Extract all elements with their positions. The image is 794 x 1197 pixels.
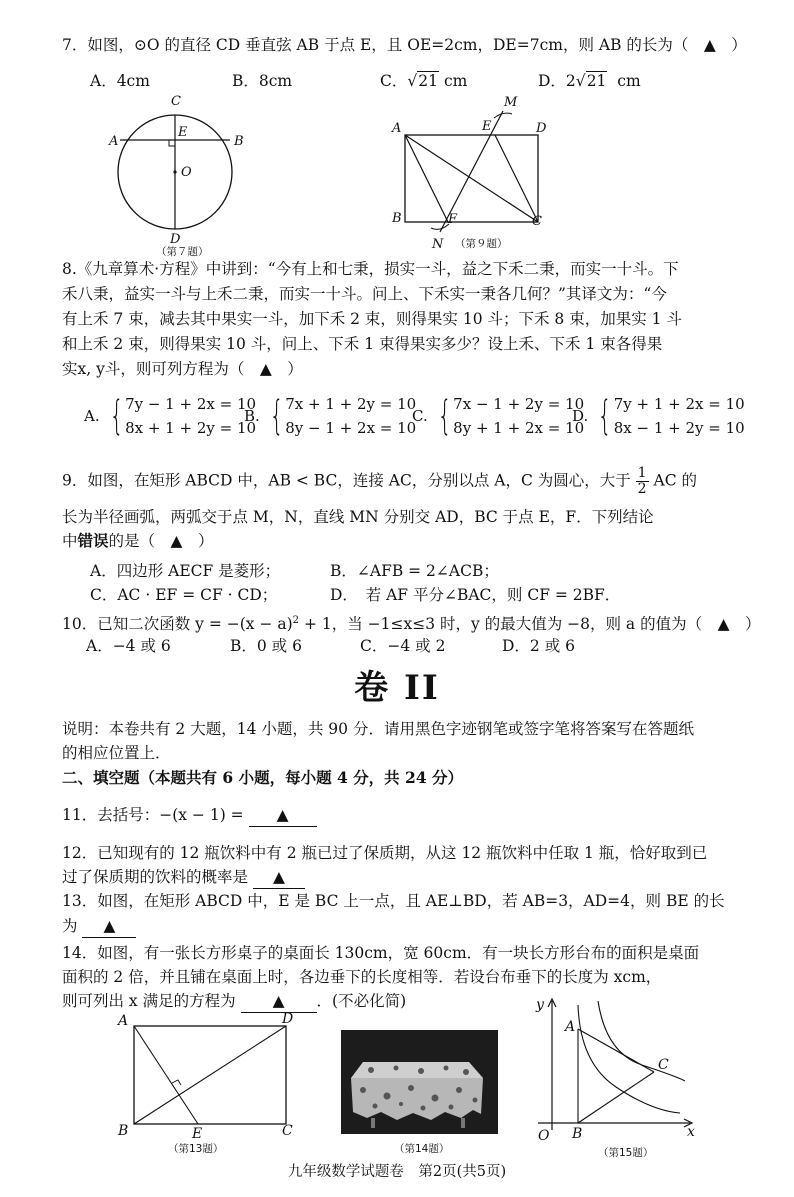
- label-y: y: [536, 997, 544, 1013]
- diagonal-ac: [405, 135, 538, 222]
- label-c: C: [658, 1057, 669, 1073]
- q8-line3: 有上禾 7 束，减去其中果实一斗，加下禾 2 束，则得果实 10 斗；下禾 8 束，加果实 1 斗: [62, 310, 682, 328]
- tablecloth-drape: [351, 1078, 483, 1120]
- segment-ae: [134, 1026, 198, 1124]
- q9-line2: 长为半径画弧，两弧交于点 M，N，直线 MN 分别交 AD，BC 于点 E，F．下列结论: [62, 508, 654, 526]
- q14-line3: 则可列出 x 满足的方程为 ▲ ．(不必化简): [62, 990, 406, 1013]
- section-title: 卷 II: [354, 668, 440, 708]
- q13-line2: 为 ▲: [62, 915, 136, 938]
- curve-outer: [598, 1001, 685, 1081]
- label-x: x: [687, 1124, 695, 1140]
- table-leg: [371, 1118, 375, 1128]
- q7-option-c: C．√21 cm: [380, 72, 468, 90]
- label-b: B: [118, 1123, 129, 1138]
- fig15-caption: （第15题）: [598, 1147, 654, 1159]
- q12-answer-blank: ▲: [253, 866, 305, 889]
- label-b: B: [392, 211, 402, 226]
- label-d: D: [282, 1011, 294, 1027]
- diagonal-bd: [134, 1026, 286, 1124]
- segment-bc: [578, 1072, 654, 1123]
- label-a: A: [109, 134, 119, 149]
- label-c: C: [171, 94, 181, 109]
- q12-line2: 过了保质期的饮料的概率是 ▲: [62, 866, 305, 889]
- segment-ec: [495, 135, 538, 222]
- q10-option-a: A．−4 或 6: [86, 637, 171, 655]
- fig13-caption: （第13题）: [168, 1143, 224, 1155]
- label-m: M: [504, 95, 518, 110]
- q8-line4: 和上禾 2 束，则得果实 10 斗，问上、下禾 1 束得果实多少？设上禾、下禾 1 束各得果: [62, 335, 663, 353]
- q14-line2: 面积的 2 倍，并且铺在桌面上时，各边垂下的长度相等．若设台布垂下的长度为 xcm，: [62, 968, 662, 986]
- q8-line2: 禾八秉，益实一斗与上禾二秉，而实一十斗。问上、下禾实一秉各几何？”其译文为：“今: [62, 285, 667, 303]
- fraction-one-half: $\frac{1}{2}$: [637, 465, 647, 497]
- q7-option-d: D．2√21 cm: [538, 72, 641, 90]
- label-n: N: [432, 237, 444, 252]
- q13-rectangle-figure: [112, 1008, 312, 1138]
- q7-figure-caption: （第７题）: [156, 246, 209, 258]
- q14-line1: 14．如图，有一张长方形桌子的桌面长 130cm，宽 60cm．有一块长方形台布的面积是桌面: [62, 944, 700, 962]
- q8-option-d: D. { 7y + 1 + 2x = 10 8x − 1 + 2y = 10: [572, 393, 745, 439]
- label-e: E: [192, 1126, 203, 1138]
- q8-option-a: A. { 7y − 1 + 2x = 10 8x + 1 + 2y = 10: [84, 393, 257, 439]
- label-b: B: [234, 134, 244, 149]
- right-angle-mark: [172, 1080, 181, 1085]
- q7-stem: 7．如图，⊙O 的直径 CD 垂直弦 AB 于点 E，且 OE=2cm，DE=7cm，则 AB 的长为（ ▲ ）: [62, 36, 747, 54]
- label-e: E: [482, 119, 492, 134]
- q9-option-c: C．AC · EF = CF · CD；: [90, 586, 278, 604]
- table-leg: [461, 1118, 465, 1128]
- q10-stem: 10．已知二次函数 $y = -(x - a)^2 + 1$，当 −1≤x≤3 时，y 的最大值为 −8，则 a 的值为（ ▲ ）: [62, 615, 761, 634]
- q10-option-b: B．0 或 6: [230, 637, 302, 655]
- label-c: C: [282, 1123, 293, 1138]
- q10-option-c: C．−4 或 2: [360, 637, 446, 655]
- label-a: A: [118, 1013, 129, 1029]
- q14-answer-blank: ▲: [241, 990, 317, 1013]
- q9-figure-caption: （第９题）: [455, 238, 508, 250]
- q9-option-d: D． 若 AF 平分∠BAC，则 CF = 2BF．: [330, 586, 621, 604]
- q7-circle-figure: [108, 92, 258, 252]
- fig14-caption: （第14题）: [394, 1143, 450, 1155]
- emphasis-wrong: 错误: [77, 531, 109, 550]
- q13-line1: 13．如图，在矩形 ABCD 中，E 是 BC 上一点，且 AE⊥BD，若 AB=3，AD=4，则 BE 的长: [62, 892, 725, 910]
- center-o-dot: [173, 170, 176, 173]
- q8-line1: 8.《九章算术·方程》中讲到：“今有上和七秉，损实一斗，益之下禾二秉，而实一十斗。下: [62, 260, 679, 278]
- q7-option-a: A．4cm: [90, 72, 150, 90]
- q13-answer-blank: ▲: [82, 915, 136, 938]
- segment-af: [405, 135, 448, 222]
- label-a: A: [392, 121, 402, 136]
- right-angle-mark: [169, 140, 175, 146]
- q8-option-b: B. { 7x + 1 + 2y = 10 8y − 1 + 2x = 10: [244, 393, 417, 439]
- label-f: F: [448, 212, 458, 227]
- label-d: D: [170, 232, 181, 247]
- q9-option-a: A．四边形 AECF 是菱形；: [90, 562, 281, 580]
- label-o: O: [538, 1128, 550, 1144]
- q7-option-b: B．8cm: [232, 72, 293, 90]
- intro-line1: 说明：本卷共有 2 大题，14 小题，共 90 分．请用黑色字迹钢笔或签字笔将答案写在答题纸: [62, 720, 694, 738]
- page-footer: 九年级数学试题卷 第2页(共5页): [287, 1164, 507, 1180]
- label-b: B: [572, 1126, 583, 1142]
- q9-line3: 中错误的是（ ▲ ）: [62, 531, 214, 550]
- q9-option-b: B．∠AFB = 2∠ACB；: [330, 562, 499, 580]
- q10-option-d: D．2 或 6: [502, 637, 576, 655]
- label-a: A: [565, 1019, 576, 1035]
- label-d: D: [536, 121, 547, 136]
- q9-rectangle-figure: [390, 92, 560, 254]
- arc-mark-m: [494, 113, 512, 118]
- q9-line1: 9．如图，在矩形 ABCD 中，AB < BC，连接 AC，分别以点 A，C 为圆心，大于 $\frac{1}{2}$ AC 的: [62, 465, 698, 497]
- part2-heading: 二、填空题（本题共有 6 小题，每小题 4 分，共 24 分）: [62, 768, 464, 787]
- q14-tablecloth-photo: [341, 1030, 498, 1134]
- segment-ac: [578, 1029, 654, 1072]
- q11-stem: 11．去括号：−(x − 1) = ▲: [62, 804, 317, 827]
- label-c: C: [532, 214, 542, 229]
- label-o: O: [181, 165, 192, 180]
- q11-answer-blank: ▲: [249, 804, 317, 827]
- arc-mark-n: [431, 224, 449, 229]
- q12-line1: 12．已知现有的 12 瓶饮料中有 2 瓶已过了保质期，从这 12 瓶饮料中任取 1 瓶，恰好取到已: [62, 844, 708, 862]
- intro-line2: 的相应位置上．: [62, 744, 171, 762]
- label-e: E: [178, 125, 188, 140]
- q8-line5: 实x, y斗，则可列方程为（ ▲ ）: [62, 360, 303, 378]
- q15-graph-figure: [530, 995, 710, 1145]
- q8-option-c: C. { 7x − 1 + 2y = 10 8y + 1 + 2x = 10: [412, 393, 585, 439]
